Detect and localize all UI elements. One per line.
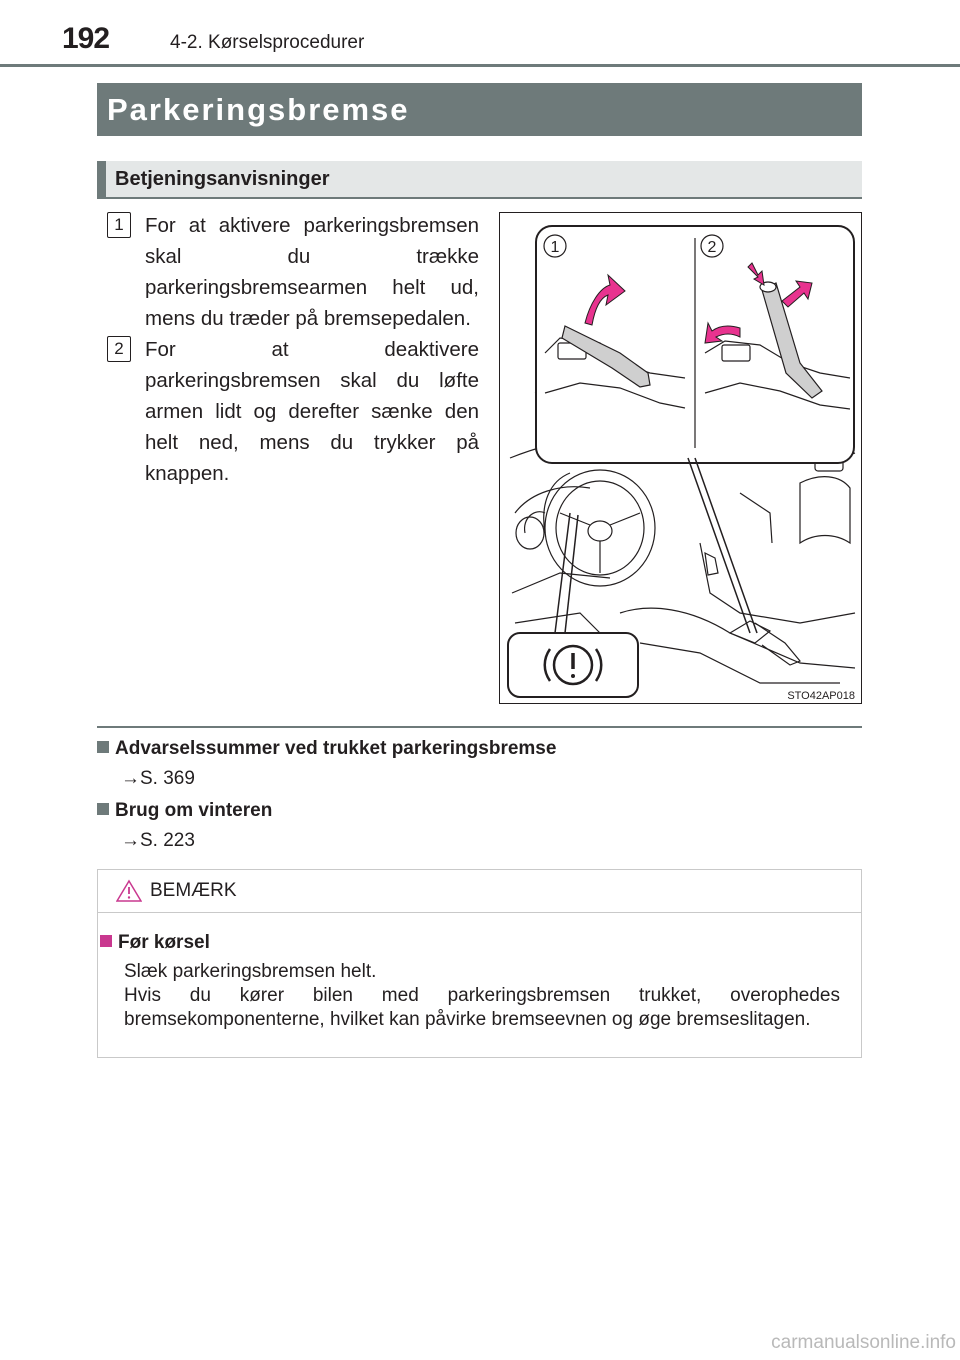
info-title-text: Brug om vinteren: [115, 800, 273, 821]
svg-text:1: 1: [550, 239, 560, 256]
note-bullet: [100, 935, 112, 947]
note-header-text: BEMÆRK: [150, 880, 237, 901]
header-rule: [0, 64, 960, 67]
note-box: [97, 869, 862, 1058]
bullet-square: [97, 741, 109, 753]
step-badge: 2: [107, 336, 131, 362]
note-header: [98, 870, 861, 913]
step-text: For at deaktivere parkeringsbremsen skal du løfte armen lidt og derefter sænke den helt ned, mens du trykker på knappen.: [145, 338, 479, 485]
note-subtitle: [100, 932, 210, 954]
watermark: carmanualsonline.info: [771, 1332, 956, 1353]
svg-text:2: 2: [707, 239, 717, 256]
info-title-1: [97, 738, 556, 760]
caution-icon: [116, 879, 142, 903]
page-number: 192: [62, 22, 110, 55]
section-divider: [97, 726, 862, 728]
parking-brake-figure: [499, 212, 862, 704]
step-text: For at aktivere parkeringsbremsen skal du trække parkeringsbremsearmen helt ud, mens du træder på bremsepedalen.: [145, 214, 479, 330]
note-subtitle-text: Før kørsel: [118, 932, 210, 953]
step-badge: 1: [107, 212, 131, 238]
note-line-1: Slæk parkeringsbremsen helt.: [124, 961, 377, 982]
parking-brake-illustration: [500, 213, 861, 703]
note-body: [124, 960, 840, 1032]
info-title-2: [97, 800, 272, 822]
bullet-square: [97, 803, 109, 815]
page-title: Parkeringsbremse: [97, 83, 862, 136]
figure-code: STO42AP018: [787, 690, 855, 702]
chapter-title: 4-2. Kørselsprocedurer: [170, 32, 365, 53]
step-1: [107, 210, 479, 334]
note-line-2: Hvis du kører bilen med parkeringsbremsen trukket, overophedes bremsekomponenterne, hvilket kan påvirke bremseevnen og øge bremseslitagen.: [124, 985, 840, 1030]
info-ref-1[interactable]: →S. 369: [121, 768, 195, 789]
info-ref-2[interactable]: →S. 223: [121, 830, 195, 851]
figure-callout-2: [701, 235, 723, 257]
section-heading: Betjeningsanvisninger: [97, 161, 862, 199]
figure-callout-1: [544, 235, 566, 257]
step-2: [107, 334, 479, 489]
info-title-text: Advarselssummer ved trukket parkeringsbremse: [115, 738, 557, 759]
